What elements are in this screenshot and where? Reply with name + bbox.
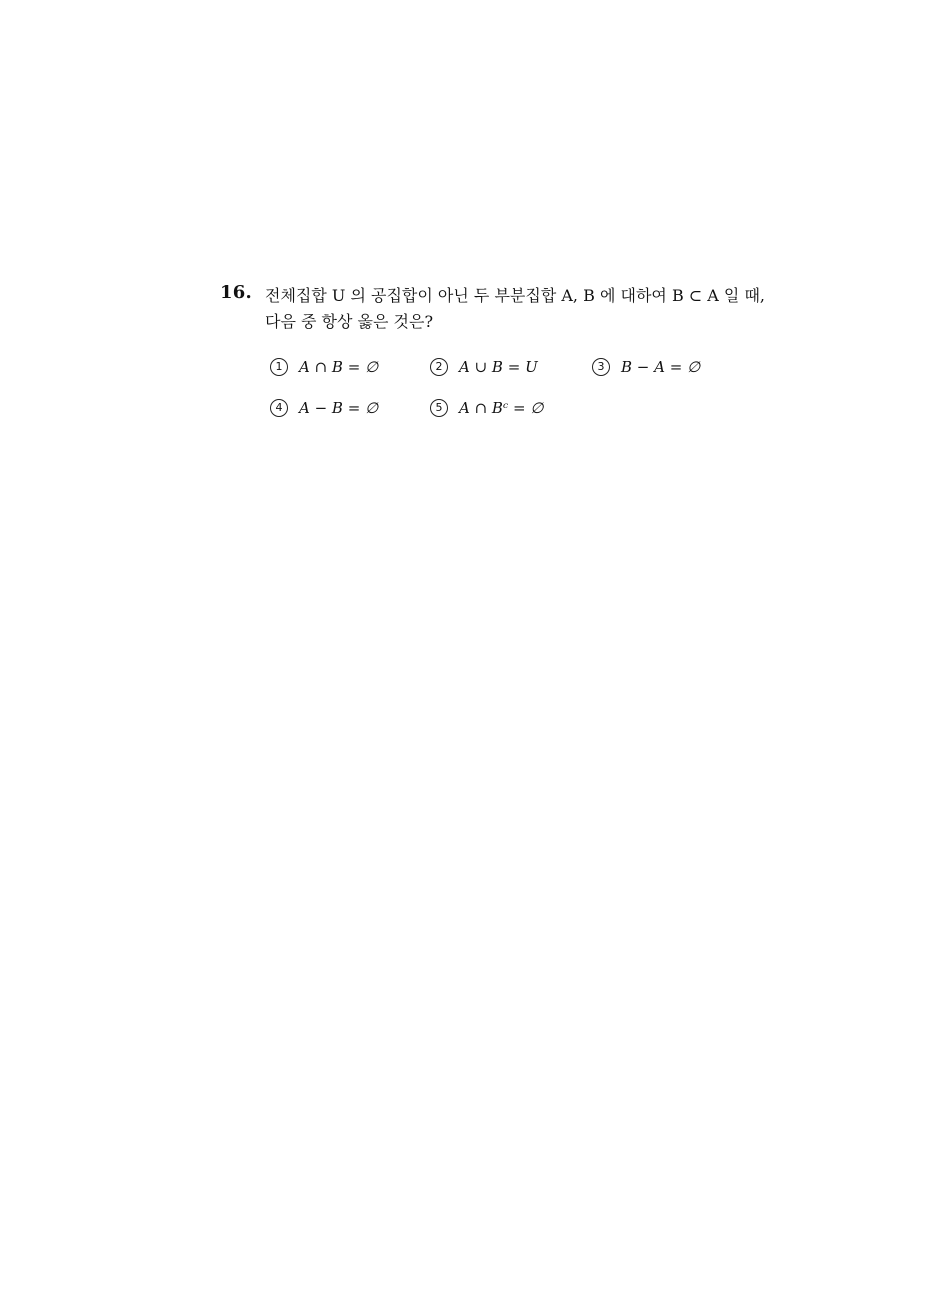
choice-5[interactable]: [430, 399, 543, 417]
answer-choices: [270, 358, 770, 438]
choice-3[interactable]: [592, 358, 700, 376]
choice-number-2: 2: [430, 358, 448, 376]
choice-number-1: 1: [270, 358, 288, 376]
problem-statement: [265, 283, 765, 335]
choice-number-3: 3: [592, 358, 610, 376]
statement-line-2: 다음 중 항상 옳은 것은?: [265, 312, 434, 331]
choice-expression-3: B − A = ∅: [621, 358, 701, 376]
choice-number-5: 5: [430, 399, 448, 417]
choice-4[interactable]: [270, 399, 378, 417]
choice-2[interactable]: [430, 358, 538, 376]
choice-1[interactable]: [270, 358, 378, 376]
problem-number: 16.: [220, 282, 252, 303]
statement-line-1: 전체집합 U 의 공집합이 아닌 두 부분집합 A, B 에 대하여 B ⊂ A 일 때,: [265, 286, 766, 305]
choice-expression-5: A ∩ Bᶜ = ∅: [459, 399, 544, 417]
choice-expression-2: A ∪ B = U: [459, 358, 538, 376]
choice-expression-4: A − B = ∅: [299, 399, 379, 417]
choice-number-4: 4: [270, 399, 288, 417]
choice-expression-1: A ∩ B = ∅: [299, 358, 379, 376]
